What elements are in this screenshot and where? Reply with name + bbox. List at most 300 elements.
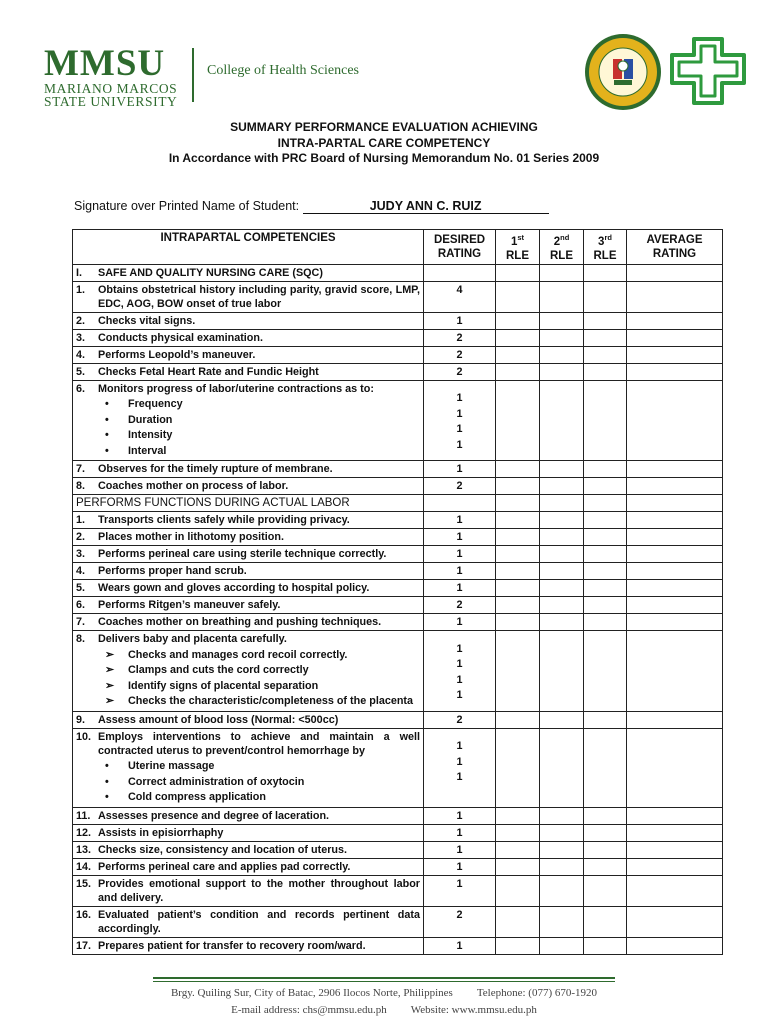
table-row	[73, 631, 723, 712]
rating-cell-empty	[584, 631, 627, 712]
rating-cell-empty	[627, 824, 723, 841]
item-text: Performs Leopold’s maneuver.	[98, 348, 256, 361]
rating-cell-empty	[627, 841, 723, 858]
rating-cell-empty	[627, 346, 723, 363]
competency-cell	[73, 728, 424, 807]
item-text: Places mother in lithotomy position.	[98, 531, 284, 544]
table-row	[73, 461, 723, 478]
rating-value: 2	[456, 480, 463, 493]
rating-cell-empty	[540, 937, 584, 954]
logo-acronym: MMSU	[44, 43, 166, 84]
footer-website: Website: www.mmsu.edu.ph	[410, 1004, 537, 1016]
item-text: Evaluated patient’s condition and records pertinent data accordingly.	[98, 908, 420, 935]
rating-value: 1	[456, 843, 463, 856]
item-text: Conducts physical examination.	[98, 331, 263, 344]
rating-cell-empty	[584, 906, 627, 937]
rating-cell-empty	[627, 264, 723, 281]
competency-cell	[73, 875, 424, 906]
header-competencies: INTRAPARTAL COMPETENCIES	[73, 230, 424, 265]
table-row	[73, 478, 723, 495]
table-row	[73, 312, 723, 329]
rating-cell-empty	[584, 478, 627, 495]
item-number: 3.	[76, 331, 86, 344]
table-row	[73, 329, 723, 346]
footer-address: Brgy. Quiling Sur, City of Batac, 2906 Ilocos Norte, Philippines	[170, 987, 453, 999]
rating-cell-empty	[627, 461, 723, 478]
rating-cell-empty	[496, 512, 540, 529]
rating-cell-empty	[584, 329, 627, 346]
competency-cell	[73, 529, 424, 546]
competency-cell	[73, 841, 424, 858]
rating-cell-empty	[627, 807, 723, 824]
desired-rating	[424, 824, 496, 841]
rating-value: 1	[456, 826, 463, 839]
rating-cell-empty	[496, 563, 540, 580]
sub-item-text: Checks the characteristic/completeness of the placenta	[128, 695, 414, 708]
rating-cell-empty	[540, 461, 584, 478]
rating-cell-empty	[627, 363, 723, 380]
item-number: 9.	[76, 713, 86, 726]
item-text: Performs perineal care and applies pad correctly.	[98, 860, 351, 873]
rating-cell-empty	[627, 711, 723, 728]
rating-cell-empty	[627, 580, 723, 597]
rating-cell-empty	[540, 807, 584, 824]
rating-cell-empty	[496, 363, 540, 380]
footer-telephone: Telephone: (077) 670-1920	[476, 987, 598, 999]
table-row	[73, 807, 723, 824]
rating-cell-empty	[496, 495, 540, 512]
rating-cell-empty	[496, 937, 540, 954]
item-text: Performs proper hand scrub.	[98, 565, 247, 578]
rating-cell-empty	[540, 380, 584, 461]
item-number: 11.	[76, 809, 91, 822]
rating-cell-empty	[540, 529, 584, 546]
rating-cell-empty	[627, 495, 723, 512]
competency-cell	[73, 346, 424, 363]
rating-cell-empty	[584, 529, 627, 546]
rating-cell-empty	[540, 841, 584, 858]
sub-item-text: Duration	[128, 413, 173, 426]
rating-cell-empty	[540, 580, 584, 597]
rating-value: 1	[456, 771, 463, 784]
arrow-bullet-icon: ➢	[105, 648, 115, 661]
rating-value: 4	[456, 283, 463, 296]
arrow-bullet-icon: ➢	[105, 664, 115, 677]
rating-cell-empty	[540, 363, 584, 380]
table-row	[73, 937, 723, 954]
header-first-rle: 1st RLE	[496, 230, 540, 265]
rating-cell-empty	[540, 906, 584, 937]
table-row	[73, 512, 723, 529]
rating-cell-empty	[540, 264, 584, 281]
item-text: Observes for the timely rupture of membrane.	[98, 463, 333, 476]
rating-cell-empty	[584, 711, 627, 728]
rating-value: 1	[456, 463, 463, 476]
header-average-rating: AVERAGE RATING	[627, 230, 723, 265]
table-row	[73, 728, 723, 807]
table-row	[73, 546, 723, 563]
rating-cell-empty	[540, 875, 584, 906]
rating-cell-empty	[584, 363, 627, 380]
rating-value: 1	[456, 514, 463, 527]
rating-value: 2	[456, 331, 463, 344]
item-text: Checks Fetal Heart Rate and Fundic Height	[98, 365, 319, 378]
logo-line-1: MARIANO MARCOS	[44, 81, 178, 96]
desired-rating	[424, 807, 496, 824]
rating-value: 1	[456, 755, 463, 768]
section-title: PERFORMS FUNCTIONS DURING ACTUAL LABOR	[73, 495, 424, 512]
desired-rating	[424, 614, 496, 631]
rating-cell-empty	[540, 346, 584, 363]
rating-cell-empty	[540, 512, 584, 529]
competency-cell	[73, 461, 424, 478]
title-line-2: INTRA-PARTAL CARE COMPETENCY	[277, 135, 491, 150]
rating-cell-empty	[584, 937, 627, 954]
rating-value: 2	[456, 713, 463, 726]
rating-cell-empty	[584, 614, 627, 631]
rating-value: 1	[456, 689, 463, 702]
signature-line	[74, 199, 549, 214]
sub-item-text: Clamps and cuts the cord correctly	[128, 664, 309, 677]
rating-cell-empty	[584, 346, 627, 363]
rating-cell-empty	[540, 711, 584, 728]
rating-value: 1	[456, 877, 463, 890]
competency-cell	[73, 597, 424, 614]
sub-item-text: Correct administration of oxytocin	[128, 775, 305, 788]
desired-rating	[424, 363, 496, 380]
rating-cell-empty	[627, 281, 723, 312]
item-text: Checks size, consistency and location of uterus.	[98, 843, 347, 856]
rating-value: 2	[456, 908, 463, 921]
rating-cell-empty	[540, 281, 584, 312]
rating-cell-empty	[496, 597, 540, 614]
item-text: Assists in episiorrhaphy	[98, 826, 224, 839]
rating-cell-empty	[584, 264, 627, 281]
rating-cell-empty	[496, 858, 540, 875]
rating-value: 1	[456, 314, 463, 327]
rating-cell-empty	[496, 614, 540, 631]
table-row	[73, 597, 723, 614]
rating-cell-empty	[496, 346, 540, 363]
item-number: 15.	[76, 877, 92, 890]
rating-value: 2	[456, 348, 463, 361]
competency-cell	[73, 858, 424, 875]
rating-value: 1	[456, 616, 463, 629]
competency-cell	[73, 631, 424, 712]
item-number: 8.	[76, 480, 86, 493]
rating-cell-empty	[496, 580, 540, 597]
rating-cell-empty	[540, 631, 584, 712]
rating-cell-empty	[540, 563, 584, 580]
bullet-icon: •	[105, 413, 109, 426]
rating-cell-empty	[540, 546, 584, 563]
rating-cell-empty	[627, 512, 723, 529]
item-number: 6.	[76, 382, 86, 395]
rating-cell-empty	[627, 529, 723, 546]
item-number: 14.	[76, 860, 92, 873]
rating-cell-empty	[627, 563, 723, 580]
letterhead	[0, 0, 768, 110]
signature-label: Signature over Printed Name of Student:	[74, 199, 300, 213]
rating-cell-empty	[540, 329, 584, 346]
rating-cell-empty	[496, 380, 540, 461]
mmsu-logo	[44, 43, 178, 109]
document-title	[0, 120, 768, 167]
footer	[0, 985, 768, 1019]
evaluation-table	[72, 229, 723, 955]
rating-cell-empty	[627, 597, 723, 614]
student-name: JUDY ANN C. RUIZ	[303, 199, 549, 214]
rating-cell-empty	[496, 824, 540, 841]
rating-cell-empty	[584, 597, 627, 614]
rating-cell-empty	[627, 937, 723, 954]
rating-cell-empty	[584, 875, 627, 906]
rating-cell-empty	[584, 380, 627, 461]
table-row	[73, 711, 723, 728]
title-line-3: In Accordance with PRC Board of Nursing Memorandum No. 01 Series 2009	[168, 151, 600, 165]
item-number: 1.	[76, 283, 86, 296]
rating-cell-empty	[496, 807, 540, 824]
desired-rating	[424, 858, 496, 875]
rating-cell-empty	[584, 461, 627, 478]
rating-cell-empty	[496, 529, 540, 546]
rating-value: 1	[456, 642, 463, 655]
rating-cell-empty	[584, 495, 627, 512]
rating-value: 2	[456, 599, 463, 612]
rating-cell-empty	[584, 546, 627, 563]
competency-cell	[73, 906, 424, 937]
rating-cell-empty	[627, 858, 723, 875]
rating-value: 1	[456, 740, 463, 753]
item-number: 17.	[76, 939, 92, 952]
header-third-rle: 3rd RLE	[584, 230, 627, 265]
competency-cell	[73, 614, 424, 631]
rating-cell-empty	[627, 631, 723, 712]
desired-rating	[424, 728, 496, 807]
table-row	[73, 875, 723, 906]
competency-cell	[73, 312, 424, 329]
desired-rating	[424, 281, 496, 312]
desired-rating	[424, 875, 496, 906]
rating-value: 1	[456, 548, 463, 561]
desired-rating	[424, 529, 496, 546]
rating-value: 1	[456, 438, 463, 451]
item-text: Assesses presence and degree of laceration.	[98, 809, 330, 822]
item-text: Performs Ritgen’s maneuver safely.	[98, 599, 281, 612]
desired-rating	[424, 461, 496, 478]
item-text: Transports clients safely while providing privacy.	[98, 514, 350, 527]
table-row	[73, 580, 723, 597]
desired-rating	[424, 380, 496, 461]
arrow-bullet-icon: ➢	[105, 695, 115, 708]
bullet-icon: •	[105, 775, 109, 788]
rating-cell-empty	[627, 329, 723, 346]
rating-cell-empty	[496, 461, 540, 478]
desired-rating	[424, 512, 496, 529]
table-row	[73, 346, 723, 363]
competency-cell	[73, 546, 424, 563]
item-text: Delivers baby and placenta carefully.	[98, 633, 287, 646]
rating-value: 1	[456, 582, 463, 595]
rating-value: 1	[456, 673, 463, 686]
item-number: 16.	[76, 908, 92, 921]
rating-cell-empty	[496, 329, 540, 346]
item-number: 12.	[76, 826, 92, 839]
sub-item-text: Interval	[128, 444, 167, 457]
item-text: Performs perineal care using sterile technique correctly.	[98, 548, 387, 561]
footer-rule-thin	[153, 981, 615, 982]
rating-value: 1	[456, 809, 463, 822]
item-text: Assess amount of blood loss (Normal: <500cc)	[98, 713, 339, 726]
table-row	[73, 824, 723, 841]
table-row	[73, 529, 723, 546]
desired-rating	[424, 478, 496, 495]
desired-rating	[424, 841, 496, 858]
item-text: Prepares patient for transfer to recovery room/ward.	[98, 939, 366, 952]
rating-cell-empty	[540, 824, 584, 841]
rating-value: 1	[456, 407, 463, 420]
item-text: Employs interventions to achieve and maintain a well contracted uterus to prevent/control hemorrhage by	[98, 730, 420, 757]
rating-cell-empty	[540, 495, 584, 512]
competency-cell	[73, 478, 424, 495]
bullet-icon: •	[105, 398, 109, 411]
table-row	[73, 281, 723, 312]
rating-value: 1	[456, 531, 463, 544]
rating-cell-empty	[496, 264, 540, 281]
competency-cell	[73, 281, 424, 312]
competency-cell	[73, 711, 424, 728]
rating-cell-empty	[424, 495, 496, 512]
desired-rating	[424, 563, 496, 580]
sub-item-text: Uterine massage	[128, 760, 215, 773]
bullet-icon: •	[105, 791, 109, 804]
university-seal-icon	[584, 33, 662, 111]
logo-line-2: STATE UNIVERSITY	[44, 94, 178, 109]
competency-cell	[73, 363, 424, 380]
rating-value: 2	[456, 365, 463, 378]
rating-cell-empty	[584, 512, 627, 529]
table-row	[73, 906, 723, 937]
rating-cell-empty	[496, 281, 540, 312]
sub-item-text: Checks and manages cord recoil correctly.	[128, 648, 348, 661]
table-row	[73, 858, 723, 875]
item-number: 4.	[76, 565, 86, 578]
item-number: 7.	[76, 463, 86, 476]
rating-value: 1	[456, 565, 463, 578]
item-number: 2.	[76, 531, 86, 544]
rating-cell-empty	[627, 875, 723, 906]
table-row	[73, 380, 723, 461]
rating-cell-empty	[627, 380, 723, 461]
rating-cell-empty	[540, 478, 584, 495]
desired-rating	[424, 329, 496, 346]
item-number: 4.	[76, 348, 86, 361]
rating-cell-empty	[584, 312, 627, 329]
rating-cell-empty	[584, 580, 627, 597]
rating-cell-empty	[496, 711, 540, 728]
logo-divider	[192, 48, 194, 102]
sub-item-text: Intensity	[128, 429, 173, 442]
table-row	[73, 614, 723, 631]
table-row	[73, 841, 723, 858]
rating-cell-empty	[496, 312, 540, 329]
section-row	[73, 495, 723, 512]
rating-value: 1	[456, 939, 463, 952]
desired-rating	[424, 631, 496, 712]
rating-cell-empty	[496, 546, 540, 563]
sub-item-text: Cold compress application	[128, 791, 266, 804]
header-desired-rating: DESIRED RATING	[424, 230, 496, 265]
rating-cell-empty	[584, 841, 627, 858]
rating-cell-empty	[584, 858, 627, 875]
rating-cell-empty	[496, 728, 540, 807]
header-second-rle: 2nd RLE	[540, 230, 584, 265]
table-row	[73, 563, 723, 580]
desired-rating	[424, 580, 496, 597]
rating-cell-empty	[627, 614, 723, 631]
competency-cell	[73, 807, 424, 824]
rating-cell-empty	[584, 563, 627, 580]
rating-cell-empty	[627, 312, 723, 329]
rating-cell-empty	[540, 614, 584, 631]
sub-item-text: Frequency	[128, 398, 183, 411]
table-header-row	[73, 230, 723, 265]
section-title: I. SAFE AND QUALITY NURSING CARE (SQC)	[73, 264, 424, 281]
item-text: Provides emotional support to the mother throughout labor and delivery.	[98, 877, 420, 904]
arrow-bullet-icon: ➢	[105, 679, 115, 692]
item-text: Wears gown and gloves according to hospital policy.	[98, 582, 370, 595]
rating-cell-empty	[627, 478, 723, 495]
competency-cell	[73, 380, 424, 461]
section-row	[73, 264, 723, 281]
rating-value: 1	[456, 392, 463, 405]
competency-cell	[73, 329, 424, 346]
item-number: 8.	[76, 633, 86, 646]
desired-rating	[424, 546, 496, 563]
table-row	[73, 363, 723, 380]
competency-cell	[73, 563, 424, 580]
competency-cell	[73, 824, 424, 841]
item-number: 13.	[76, 843, 92, 856]
rating-value: 1	[456, 423, 463, 436]
footer-rule	[153, 977, 615, 979]
rating-cell-empty	[584, 807, 627, 824]
item-number: 6.	[76, 599, 86, 612]
green-cross-icon	[668, 35, 748, 107]
bullet-icon: •	[105, 444, 109, 457]
rating-cell-empty	[496, 631, 540, 712]
rating-cell-empty	[584, 728, 627, 807]
desired-rating	[424, 906, 496, 937]
item-number: 3.	[76, 548, 86, 561]
rating-cell-empty	[424, 264, 496, 281]
rating-cell-empty	[540, 858, 584, 875]
rating-cell-empty	[584, 281, 627, 312]
rating-value: 1	[456, 860, 463, 873]
desired-rating	[424, 312, 496, 329]
rating-cell-empty	[540, 728, 584, 807]
competency-cell	[73, 580, 424, 597]
desired-rating	[424, 711, 496, 728]
competency-cell	[73, 512, 424, 529]
bullet-icon: •	[105, 429, 109, 442]
item-text: Monitors progress of labor/uterine contractions as to:	[98, 382, 374, 395]
rating-cell-empty	[540, 597, 584, 614]
desired-rating	[424, 346, 496, 363]
rating-cell-empty	[540, 312, 584, 329]
item-number: 5.	[76, 582, 86, 595]
bullet-icon: •	[105, 760, 109, 773]
